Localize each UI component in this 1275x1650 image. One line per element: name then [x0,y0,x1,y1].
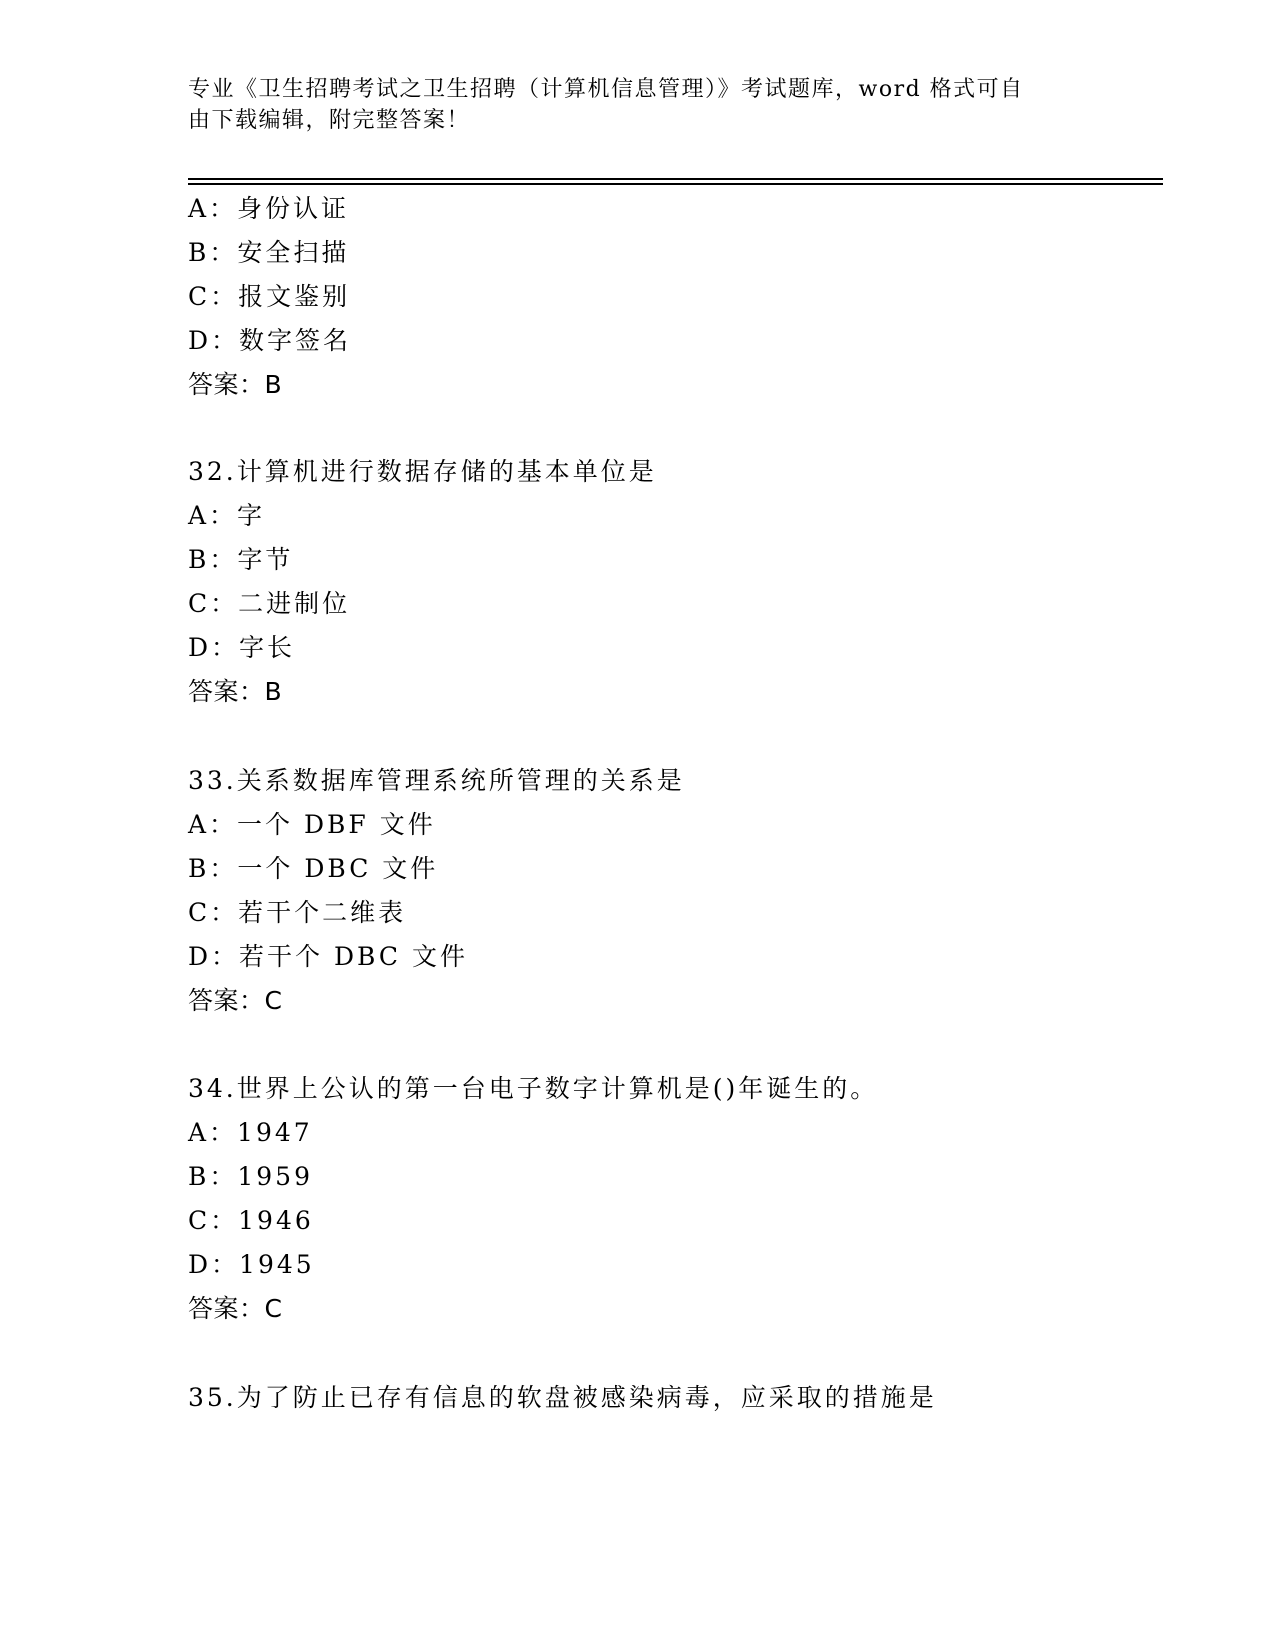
q32-option-a: A：字 [188,501,266,530]
q33-option-d: D：若干个 DBC 文件 [188,942,468,971]
q33-question: 33.关系数据库管理系统所管理的关系是 [188,766,685,795]
q31-option-b: B：安全扫描 [188,238,350,267]
q33-option-c: C：若干个二维表 [188,898,407,927]
q32-question: 32.计算机进行数据存储的基本单位是 [188,457,657,486]
q31-answer: 答案：B [188,370,283,399]
q33-option-b: B：一个 DBC 文件 [188,854,439,883]
header-divider-bottom [188,183,1163,185]
q32-option-d: D：字长 [188,633,296,662]
q34-option-a: A：1947 [188,1118,313,1147]
q34-option-b: B：1959 [188,1162,313,1191]
q34-option-d: D：1945 [188,1250,315,1279]
q34-answer: 答案：C [188,1294,283,1323]
q31-option-d: D：数字签名 [188,326,352,355]
q31-option-a: A：身份认证 [188,194,350,223]
q33-answer: 答案：C [188,986,283,1015]
q35-question: 35.为了防止已存有信息的软盘被感染病毒，应采取的措施是 [188,1383,937,1412]
q32-option-c: C：二进制位 [188,589,351,618]
intro-line-1: 专业《卫生招聘考试之卫生招聘（计算机信息管理）》考试题库，word 格式可自 [188,77,1024,102]
intro-line-2: 由下载编辑，附完整答案！ [188,108,471,133]
q34-option-c: C：1946 [188,1206,314,1235]
q33-option-a: A：一个 DBF 文件 [188,810,436,839]
header-divider-top [188,178,1163,180]
q32-option-b: B：字节 [188,545,294,574]
document-intro [188,74,1068,136]
q31-option-c: C：报文鉴别 [188,282,351,311]
q34-question: 34.世界上公认的第一台电子数字计算机是()年诞生的。 [188,1074,879,1103]
q32-answer: 答案：B [188,677,283,706]
